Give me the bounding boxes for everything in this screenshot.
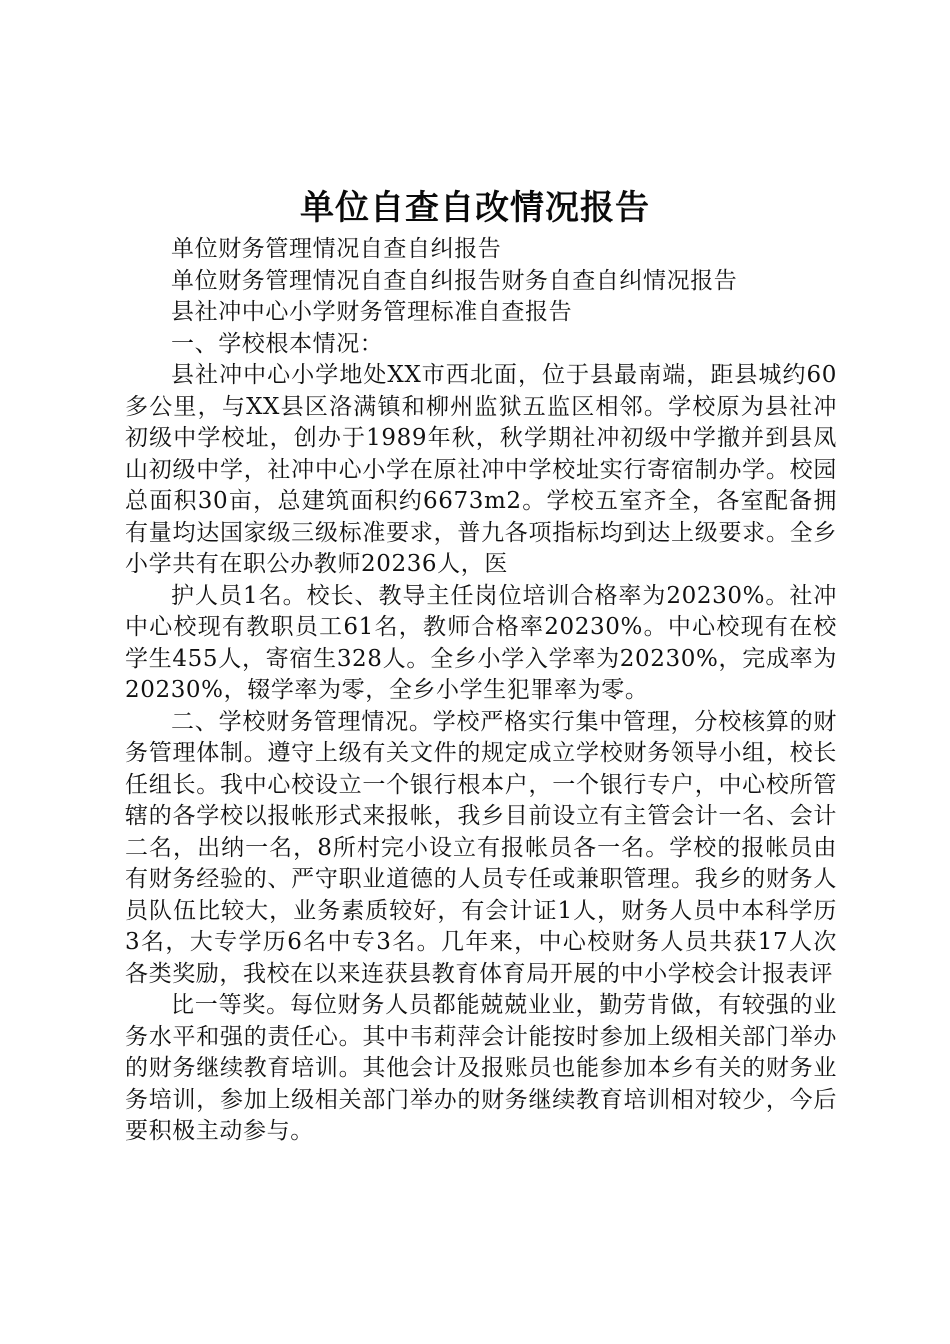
paragraph-3: 县社冲中心小学财务管理标准自查报告 [171,299,573,325]
paragraph-2: 单位财务管理情况自查自纠报告财务自查自纠情况报告 [171,267,738,294]
paragraph-6: 护人员1名。校长、教导主任岗位培训合格率为20230%。社冲中心校现有教职员工61名，教师合格率20230%。中心校现有在校学生455人，寄宿生328人。全乡小学入学率为20230%，完成率为20230%，辍学率为零，全乡小学生犯罪率为零。 [125,582,837,703]
paragraph-7: 二、学校财务管理情况。学校严格实行集中管理，分校核算的财务管理体制。遵守上级有关文件的规定成立学校财务领导小组，校长任组长。我中心校设立一个银行根本户，一个银行专户，中心校所管辖的各学校以报帐形式来报帐，我乡目前设立有主管会计一名、会计二名，出纳一名，8所村完小设立有报帐员各一名。学校的报帐员由有财务经验的、严守职业道德的人员专任或兼职管理。我乡的财务人员队伍比较大，业务素质较好，有会计证1人，财务人员中本科学历3名，大专学历6名中专3名。几年来，中心校财务人员共获17人次各类奖励，我校在以来连获县教育体育局开展的中小学校会计报表评 [125,708,837,987]
paragraph-5: 县社冲中心小学地处XX市西北面，位于县最南端，距县城约60多公里，与XX县区洛满镇和柳州监狱五监区相邻。学校原为县社冲初级中学校址，创办于1989年秋，秋学期社冲初级中学撤并到县凤山初级中学，社冲中心小学在原社冲中学校址实行寄宿制办学。校园总面积30亩，总建筑面积约6673m2。学校五室齐全，各室配备拥有量均达国家级三级标准要求，普九各项指标均到达上级要求。全乡小学共有在职公办教师20236人，医 [125,362,837,577]
document-body [125,234,837,1148]
paragraph-8: 比一等奖。每位财务人员都能兢兢业业，勤劳肯做，有较强的业务水平和强的责任心。其中韦莉萍会计能按时参加上级相关部门举办的财务继续教育培训。其他会计及报账员也能参加本乡有关的财务业务培训，参加上级相关部门举办的财务继续教育培训相对较少，今后要积极主动参与。 [125,992,837,1144]
paragraph-1: 单位财务管理情况自查自纠报告 [171,236,502,262]
document-title: 单位自查自改情况报告 [300,188,650,228]
paragraph-4: 一、学校根本情况： [171,330,384,357]
